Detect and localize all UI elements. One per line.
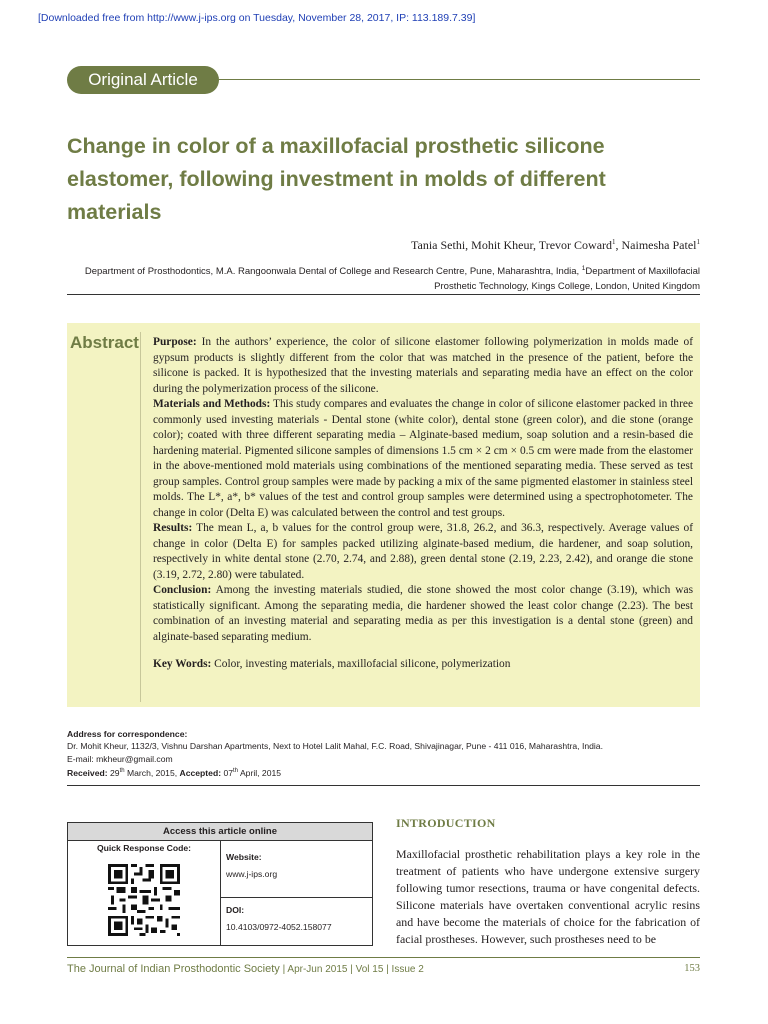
accepted-rest: April, 2015 (238, 767, 282, 778)
access-box (67, 822, 373, 946)
affiliation-rule (67, 294, 700, 295)
received-rest: March, 2015, (124, 767, 180, 778)
page-number: 153 (684, 963, 700, 974)
received-day: 29 (107, 767, 120, 778)
correspondence-label: Address for correspondence: (67, 729, 188, 739)
methods-text: This study compares and evaluates the change in color of silicone elastomer packed in three commonly used investing materials - Dental stone (white color), dental stone (green color), and die stone (orange color); coated with three different separating media – Alginate-based medium, soap solution and a resin-based die hardening material. Pigmented silicone samples of dimensions 1.5 cm × 2 cm × 0.5 cm were made from the elastomer in the above-mentioned mold materials using combinations of the mentioned separating media. These served as test group samples. Control group samples were made by packing a mix of the same pigmented elastomer in stainless steel molds. The L*, a*, b* values of the test and control group samples were determined using a spectrophotometer. The change in color (Delta E) was calculated between the control and test groups. (153, 398, 694, 519)
correspondence-email: E-mail: mkheur@gmail.com (67, 753, 173, 764)
affiliation-text-2: Department of Maxillofacial Prosthetic Technology, Kings College, London, United Kingdom (434, 266, 700, 292)
abstract-conclusion (153, 583, 693, 645)
article-type-badge: Original Article (67, 66, 219, 94)
received-label: Received: (67, 767, 108, 778)
conclusion-label: Conclusion: (153, 584, 212, 596)
authors-sup: 1 (612, 238, 616, 246)
keywords-text: Color, investing materials, maxillofacial silicone, polymerization (211, 658, 511, 670)
qr-label: Quick Response Code: (96, 843, 192, 853)
website-label: Website: (226, 852, 262, 862)
results-text: The mean L, a, b values for the control group were, 31.8, 26.2, and 36.3, respectively. Average values of change in color (Delta E) for samples packed utilizing alginate-based medium, die hardener, and soap solution, respectively in white dental stone (2.70, 2.74, and 2.88), green dental stone (2.19, 2.23, 2.42), and orange die stone (3.19, 2.72, 2.80) were tabulated. (153, 522, 693, 581)
footer (67, 963, 424, 975)
qr-code-icon[interactable] (108, 862, 180, 938)
correspondence-address: Dr. Mohit Kheur, 1132/3, Vishnu Darshan Apartments, Next to Hotel Lalit Mahal, F.C. Road, Shivajinagar, Pune - 411 016, Maharashtra, India. (67, 741, 603, 752)
access-heading: Access this article online (68, 823, 372, 841)
accepted-sup: th (233, 767, 239, 774)
accepted-day: 07 (221, 767, 234, 778)
correspondence (67, 728, 707, 779)
abstract-purpose (153, 335, 693, 397)
affiliation-sup: 1 (581, 265, 586, 272)
website-link[interactable]: www.j-ips.org (226, 869, 278, 879)
correspondence-rule (67, 785, 700, 786)
introduction-heading: INTRODUCTION (396, 816, 496, 830)
doi-label: DOI: (226, 905, 245, 915)
methods-label: Materials and Methods: (153, 398, 271, 410)
results-label: Results: (153, 522, 193, 534)
keywords-label: Key Words: (153, 658, 212, 670)
received-sup: th (119, 767, 125, 774)
abstract-keywords (153, 657, 693, 673)
abstract-body (153, 335, 693, 673)
accepted-label: Accepted: (179, 767, 222, 778)
abstract-results (153, 521, 693, 583)
authors-text-2: , Naimesha Patel (615, 238, 697, 252)
download-note: [Downloaded free from http://www.j-ips.org on Tuesday, November 28, 2017, IP: 113.189.7.39] (38, 12, 476, 24)
authors-sup-2: 1 (696, 238, 700, 246)
affiliation-text: Department of Prosthodontics, M.A. Rangoonwala Dental of College and Research Centre, Pune, Maharashtra, India, (84, 266, 582, 278)
dates-line (67, 765, 707, 779)
footer-rule (67, 957, 700, 958)
doi-value[interactable]: 10.4103/0972-4052.158077 (226, 922, 332, 932)
authors-text: Tania Sethi, Mohit Kheur, Trevor Coward (411, 238, 613, 252)
qr-cell (68, 840, 221, 945)
conclusion-text: Among the investing materials studied, die stone showed the most color change (3.19), which was statistically significant. Among the separating media, die hardener showed the least color change (2.23). The best combination of an investing material and separating media as per this investigation is a dental stone (green) and alginate-based separating medium. (153, 584, 693, 643)
purpose-label: Purpose: (153, 336, 197, 348)
purpose-text: In the authors’ experience, the color of silicone elastomer following polymerization in molds made of gypsum products is slightly different from the color that was matched in the presence of the patient, before the silicone is packed. It is hypothesized that the investing materials and separating media have an effect on the color during the polymerization process of the silicone. (153, 336, 693, 395)
website-cell (221, 840, 372, 898)
author-list (411, 238, 700, 253)
article-title: Change in color of a maxillofacial prosthetic silicone elastomer, following investment in molds of different materials (67, 134, 606, 224)
abstract-heading: Abstract (70, 333, 139, 352)
affiliation (67, 262, 700, 294)
introduction-text: Maxillofacial prosthetic rehabilitation plays a key role in the treatment of patients who have undergone extensive surgery following tumor resections, trauma or have congenital defects. Silicone materials have overtaken conventional acrylic resins and have become the materials of choice for the fabrication of facial prostheses. However, such prostheses need to be (396, 847, 700, 946)
journal-name: The Journal of Indian Prosthodontic Society (67, 963, 280, 975)
abstract-methods (153, 397, 693, 521)
issue-info: | Apr-Jun 2015 | Vol 15 | Issue 2 (279, 964, 424, 975)
abstract-divider (140, 332, 141, 702)
header-rule (219, 79, 700, 80)
